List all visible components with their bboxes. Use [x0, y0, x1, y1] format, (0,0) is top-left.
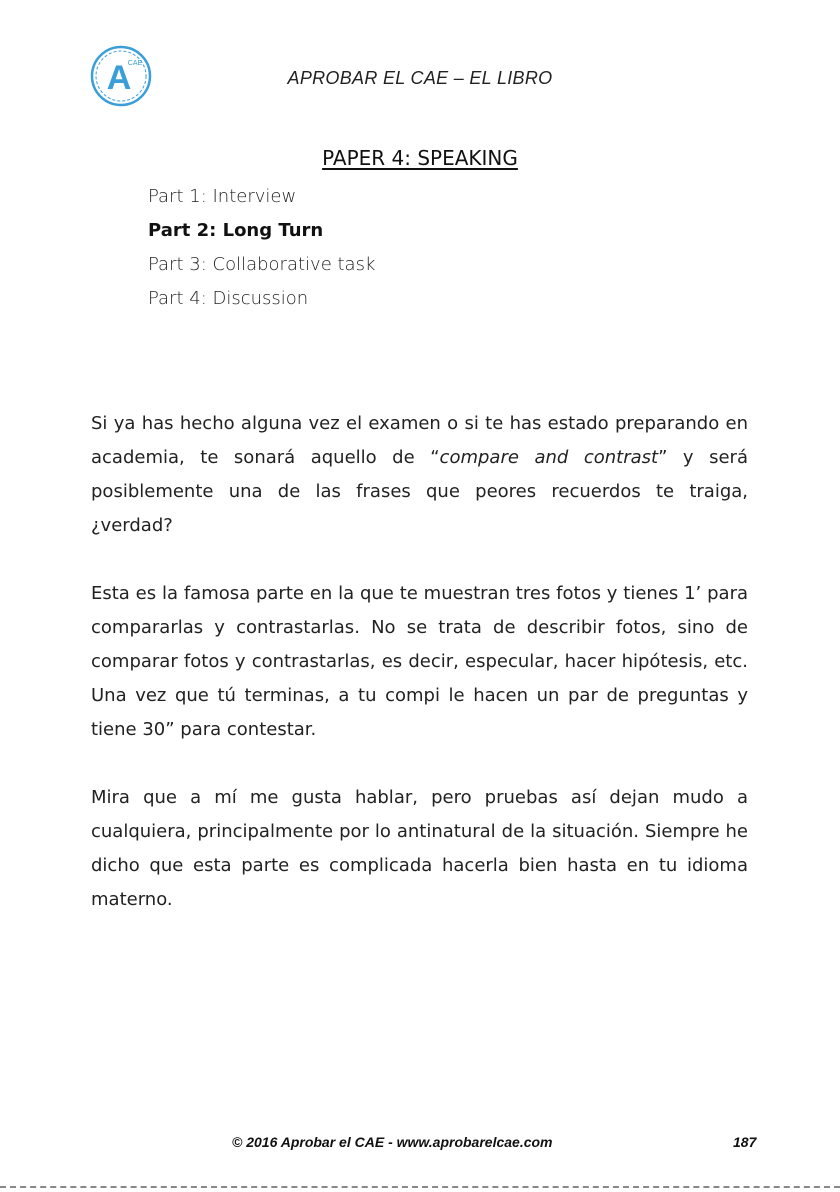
page-number: 187 [733, 1134, 757, 1150]
parts-list [148, 180, 375, 316]
part-1-item: Part 1: Interview [148, 186, 297, 207]
body-text [91, 407, 748, 951]
paragraph-3: Mira que a mí me gusta hablar, pero pruebas así dejan mudo a cualquiera, principalmente por lo antinatural de la situación. Siempre he dicho que esta parte es complicada hacerla bien hasta en tu idioma materno. [91, 787, 748, 910]
logo-letter: A [106, 59, 132, 97]
bottom-divider [0, 1186, 840, 1188]
running-header: APROBAR EL CAE – EL LIBRO [287, 68, 553, 88]
paragraph-1-end: ” y será posiblemente una de las frases que peores recuerdos te traiga, ¿verdad? [91, 447, 748, 536]
part-2-item-active: Part 2: Long Turn [148, 220, 324, 241]
footer-copyright: © 2016 Aprobar el CAE - www.aprobarelcae.com [232, 1134, 553, 1150]
paragraph-1 [91, 407, 748, 543]
page-footer [0, 1134, 840, 1154]
section-title: PAPER 4: SPEAKING [322, 146, 518, 170]
part-3-item: Part 3: Collaborative task [148, 254, 376, 275]
paragraph-1-start: Si ya has hecho alguna vez el examen o si te has estado preparando en academia, te sonará aquello de “ [91, 413, 748, 468]
paragraph-1-italic: compare and contrast [439, 447, 659, 468]
part-4-item: Part 4: Discussion [148, 288, 309, 309]
paragraph-2: Esta es la famosa parte en la que te muestran tres fotos y tienes 1’ para compararlas y contrastarlas. No se trata de describir fotos, sino de comparar fotos y contrastarlas, es decir, especular, hacer hipótesis, etc. Una vez que tú terminas, a tu compi le hacen un par de preguntas y tiene 30” para contestar. [91, 583, 748, 740]
logo-subtext: CAE [127, 60, 143, 67]
